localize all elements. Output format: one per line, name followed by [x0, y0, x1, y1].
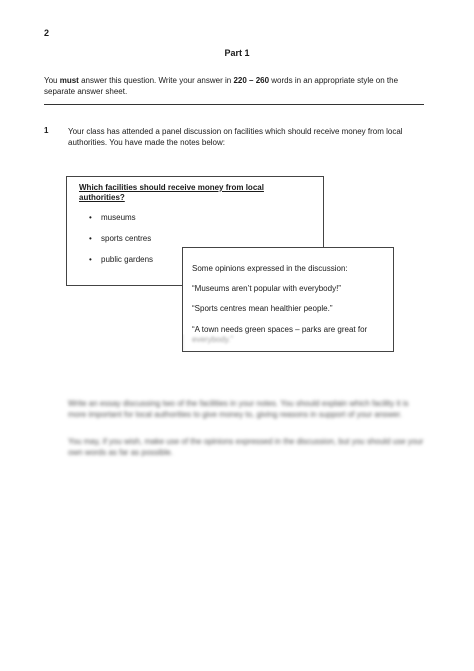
instructions-word-range: 220 – 260 [233, 76, 270, 85]
instructions-middle: answer this question. Write your answer in [78, 76, 234, 85]
bullet-icon: • [89, 255, 92, 264]
list-item [89, 234, 153, 255]
bullet-icon: • [89, 234, 92, 243]
instructions-suffix: words in an appropriate style on the separate answer sheet. [44, 76, 399, 96]
instructions-prefix: You [44, 76, 60, 85]
note-item-label: public gardens [101, 255, 154, 264]
question-text: Your class has attended a panel discussion on facilities which should receive money from local authorities. You have made the notes below: [68, 127, 403, 147]
opinion-quote: “Sports centres mean healthier people.” [192, 304, 333, 313]
list-item [89, 213, 153, 234]
notes-heading: Which facilities should receive money from local authorities? [79, 183, 264, 202]
bullet-icon: • [89, 213, 92, 222]
notes-list [89, 213, 153, 276]
opinions-box [182, 247, 394, 352]
note-item-label: museums [101, 213, 136, 222]
list-item [89, 255, 153, 276]
opinions-heading: Some opinions expressed in the discussion: [192, 264, 348, 273]
blur-overlay [183, 334, 393, 351]
note-item-label: sports centres [101, 234, 152, 243]
instructions-must: must [59, 76, 79, 85]
question-number: 1 [44, 126, 49, 135]
divider [44, 104, 424, 105]
opinion-quote: “Museums aren’t popular with everybody!” [192, 284, 341, 293]
task-paragraph-1: Write an essay discussing two of the facilities in your notes. You should explain which facility it is more important for local authorities to give money to, giving reasons in support of your answer. [68, 399, 409, 419]
task-paragraph-2: You may, if you wish, make use of the opinions expressed in the discussion, but you should use your own words as far as possible. [68, 437, 424, 457]
instructions [44, 75, 430, 97]
page-number: 2 [44, 28, 50, 38]
part-title: Part 1 [224, 48, 250, 58]
opinion-quote: “A town needs green spaces – parks are great for [192, 325, 368, 334]
